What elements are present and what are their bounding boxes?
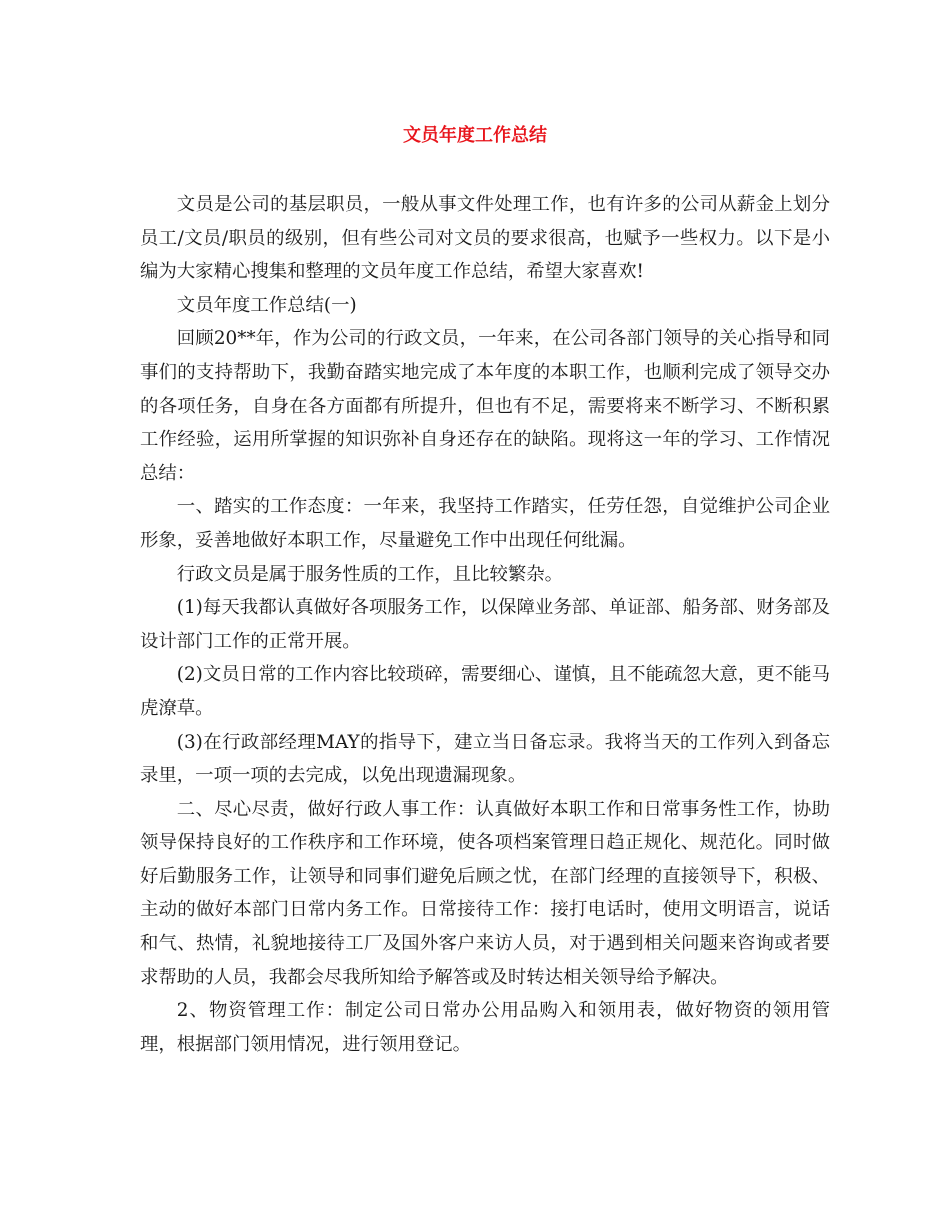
paragraph-attitude: 一、踏实的工作态度：一年来，我坚持工作踏实，任劳任怨，自觉维护公司企业形象，妥善地做好本职工作，尽量避免工作中出现任何纰漏。: [140, 496, 830, 551]
paragraph-supplies: 2、物资管理工作：制定公司日常办公用品购入和领用表，做好物资的领用管理，根据部门领用情况，进行领用登记。: [140, 1000, 830, 1055]
paragraph-review: 回顾20**年，作为公司的行政文员，一年来，在公司各部门领导的关心指导和同事们的支持帮助下，我勤奋踏实地完成了本年度的本职工作，也顺利完成了领导交办的各项任务，自身在各方面都有所提升，但也有不足，需要将来不断学习、不断积累工作经验，运用所掌握的知识弥补自身还存在的缺陷。现将这一年的学习、工作情况总结：: [140, 328, 830, 484]
paragraph-item-3: (3)在行政部经理MAY的指导下，建立当日备忘录。我将当天的工作列入到备忘录里，一项一项的去完成，以免出现遗漏现象。: [140, 731, 830, 787]
paragraph-intro: 文员是公司的基层职员，一般从事文件处理工作，也有许多的公司从薪金上划分员工/文员/职员的级别，但有些公司对文员的要求很高，也赋予一些权力。以下是小编为大家精心搜集和整理的文员年度工作总结，希望大家喜欢!: [140, 194, 830, 283]
document-title: 文员年度工作总结: [403, 125, 547, 146]
paragraph-admin-nature: 行政文员是属于服务性质的工作，且比较繁杂。: [176, 563, 564, 585]
paragraph-item-2: (2)文员日常的工作内容比较琐碎，需要细心、谨慎，且不能疏忽大意，更不能马虎潦草。: [140, 664, 830, 719]
paragraph-item-1: (1)每天我都认真做好各项服务工作，以保障业务部、单证部、船务部、财务部及设计部门工作的正常开展。: [140, 597, 830, 652]
document-body: [140, 188, 830, 1061]
paragraph-hr-work: 二、尽心尽责，做好行政人事工作：认真做好本职工作和日常事务性工作，协助领导保持良好的工作秩序和工作环境，使各项档案管理日趋正规化、规范化。同时做好后勤服务工作，让领导和同事们避免后顾之忧，在部门经理的直接领导下，积极、主动的做好本部门日常内务工作。日常接待工作：接打电话时，使用文明语言，说话和气、热情，礼貌地接待工厂及国外客户来访人员，对于遇到相关问题来咨询或者要求帮助的人员，我都会尽我所知给予解答或及时转达相关领导给予解决。: [140, 798, 830, 988]
section-heading: 文员年度工作总结(一): [176, 294, 357, 316]
